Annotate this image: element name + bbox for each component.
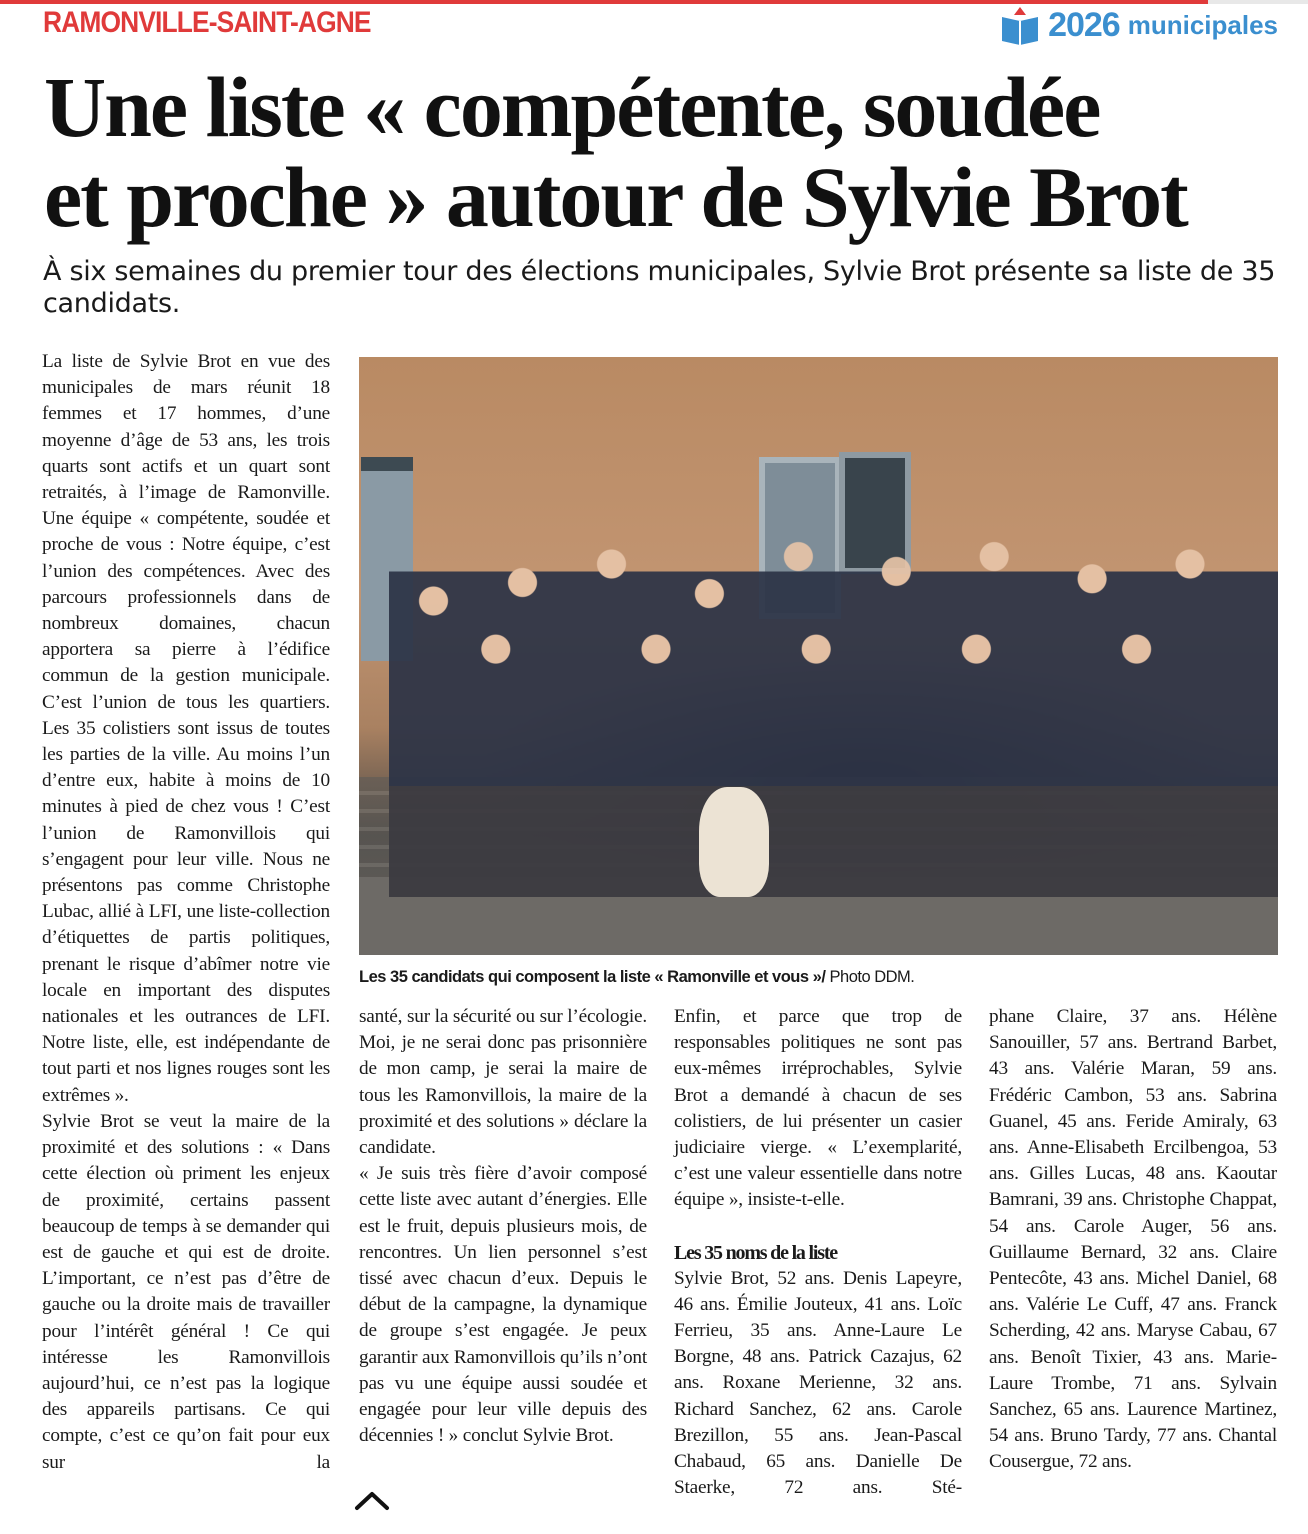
photo-caption [359, 968, 914, 987]
section-label: RAMONVILLE-SAINT-AGNE [43, 6, 371, 39]
subtitle: À six semaines du premier tour des élections municipales, Sylvie Brot présente sa liste de 35 candidats. [43, 256, 1276, 319]
candidate-list: Sylvie Brot, 52 ans. Denis Lapeyre, 46 ans. Émilie Jouteux, 41 ans. Loïc Ferrieu, 35 ans. Anne-Laure Le Borgne, 48 ans. Patrick Cazajus, 62 ans. Roxane Merienne, 32 ans. Richard Sanchez, 62 ans. Carole Brezillon, 55 ans. Jean-Pascal Chabaud, 65 ans. Danielle De Staerke, 72 ans. Sté- [674, 1267, 962, 1499]
paragraph: Sylvie Brot se veut la maire de la proximité et des solutions : « Dans cette élection où priment les enjeux de proximité, certains passent beaucoup de temps à se demander qui est de gauche et qui est de droite. L’important, ce n’est pas d’être de gauche ou la droite mais de travailler pour l’intérêt général ! Ce qui intéresse les Ramonvillois aujourd’hui, ce n’est pas la logique des appareils partisans. Ce qui compte, c’est ce qu’on fait pour eux sur la [42, 1110, 330, 1473]
paragraph: santé, sur la sécurité ou sur l’écologie. Moi, je ne serai donc pas prisonnière de mon camp, je serai la maire de tous les Ramonvillois, la maire de la proximité et des solutions » déclare la candidate. [359, 1006, 647, 1159]
top-accent-bar-red [0, 0, 1208, 4]
caption-credit: Photo DDM. [825, 968, 915, 986]
headline-line-2: et proche » autour de Sylvie Brot [44, 149, 1187, 245]
article-column-4 [989, 1004, 1277, 1476]
article-column-2 [359, 1004, 647, 1449]
chevron-up-icon [352, 1482, 392, 1516]
headline-line-1: Une liste « compétente, soudée [44, 59, 1100, 155]
paragraph: La liste de Sylvie Brot en vue des municipales de mars réunit 18 femmes et 17 hommes, d’une moyenne d’âge de 53 ans, les trois quarts sont actifs et un quart sont retraités, à l’image de Ramonville. Une équipe « compétente, soudée et proche de vous : Notre équipe, c’est l’union des compétences. Avec des parcours professionnels dans de nombreux domaines, chacun apportera sa pierre à l’édifice commun de la gestion municipale. C’est l’union de tous les quartiers. Les 35 colistiers sont issus de toutes les parties de la ville. Au moins l’un d’entre eux, habite à moins de 10 minutes à pied de chez vous ! C’est l’union de Ramonvillois qui s’engagent pour leur ville. Nous ne présentons pas comme Christophe Lubac, allié à LFI, une liste-collection d’étiquettes de partis politiques, prenant le risque d’abîmer notre vie locale en important des disputes nationales et les outrances de LFI. Notre liste, elle, est indépendante de tout parti et nos lignes rouges sont les extrêmes ». [42, 351, 330, 1106]
top-accent-bar [0, 0, 1308, 4]
photo-group-of-candidates [389, 527, 1278, 897]
paragraph: Enfin, et parce que trop de responsables politiques ne sont pas eux-mêmes irréprochables, Sylvie Brot a demandé à chacun de ses colistiers, de lui présenter un casier judiciaire vierge. « L’exemplarité, c’est une valeur essentielle dans notre équipe », insiste-t-elle. [674, 1006, 962, 1211]
ballot-box-icon [1000, 7, 1040, 45]
badge-year: 2026 [1048, 6, 1120, 44]
candidate-list-continued: phane Claire, 37 ans. Hélène Sanouiller, 57 ans. Bertrand Barbet, 43 ans. Valérie Maran, 59 ans. Frédéric Cambon, 53 ans. Sabrina Guanel, 45 ans. Feride Amiraly, 63 ans. Anne-Elisabeth Ercilbengoa, 53 ans. Gilles Lucas, 48 ans. Kaoutar Bamrani, 39 ans. Christophe Chappat, 54 ans. Carole Auger, 56 ans. Guillaume Bernard, 32 ans. Claire Pentecôte, 43 ans. Michel Daniel, 68 ans. Valérie Le Cuff, 47 ans. Franck Scherding, 42 ans. Maryse Cabau, 67 ans. Benoît Tixier, 43 ans. Marie-Laure Trombe, 71 ans. Sylvain Sanchez, 65 ans. Laurence Martinez, 54 ans. Bruno Tardy, 77 ans. Chantal Cousergue, 72 ans. [989, 1006, 1277, 1473]
group-photo [359, 357, 1278, 955]
municipales-badge [1000, 6, 1278, 45]
badge-word: municipales [1127, 10, 1278, 40]
headline [44, 59, 1294, 245]
scroll-to-top-button[interactable] [352, 1482, 392, 1516]
article-column-3 [674, 1004, 962, 1501]
paragraph: « Je suis très fière d’avoir composé cette liste avec autant d’énergies. Elle est le fruit, depuis plusieurs mois, de rencontres. Un lien personnel s’est tissé avec chacun d’eux. Depuis le début de la campagne, la dynamique de groupe s’est engagée. Je peux garantir aux Ramonvillois qu’ils n’ont pas vu une équipe aussi soudée et engagée pour leur ville depuis des décennies ! » conclut Sylvie Brot. [359, 1163, 648, 1447]
list-heading: Les 35 noms de la liste [674, 1241, 837, 1264]
article-column-1 [42, 349, 330, 1476]
photo-dog [699, 787, 769, 897]
caption-text: Les 35 candidats qui composent la liste « Ramonville et vous »/ [359, 968, 826, 986]
